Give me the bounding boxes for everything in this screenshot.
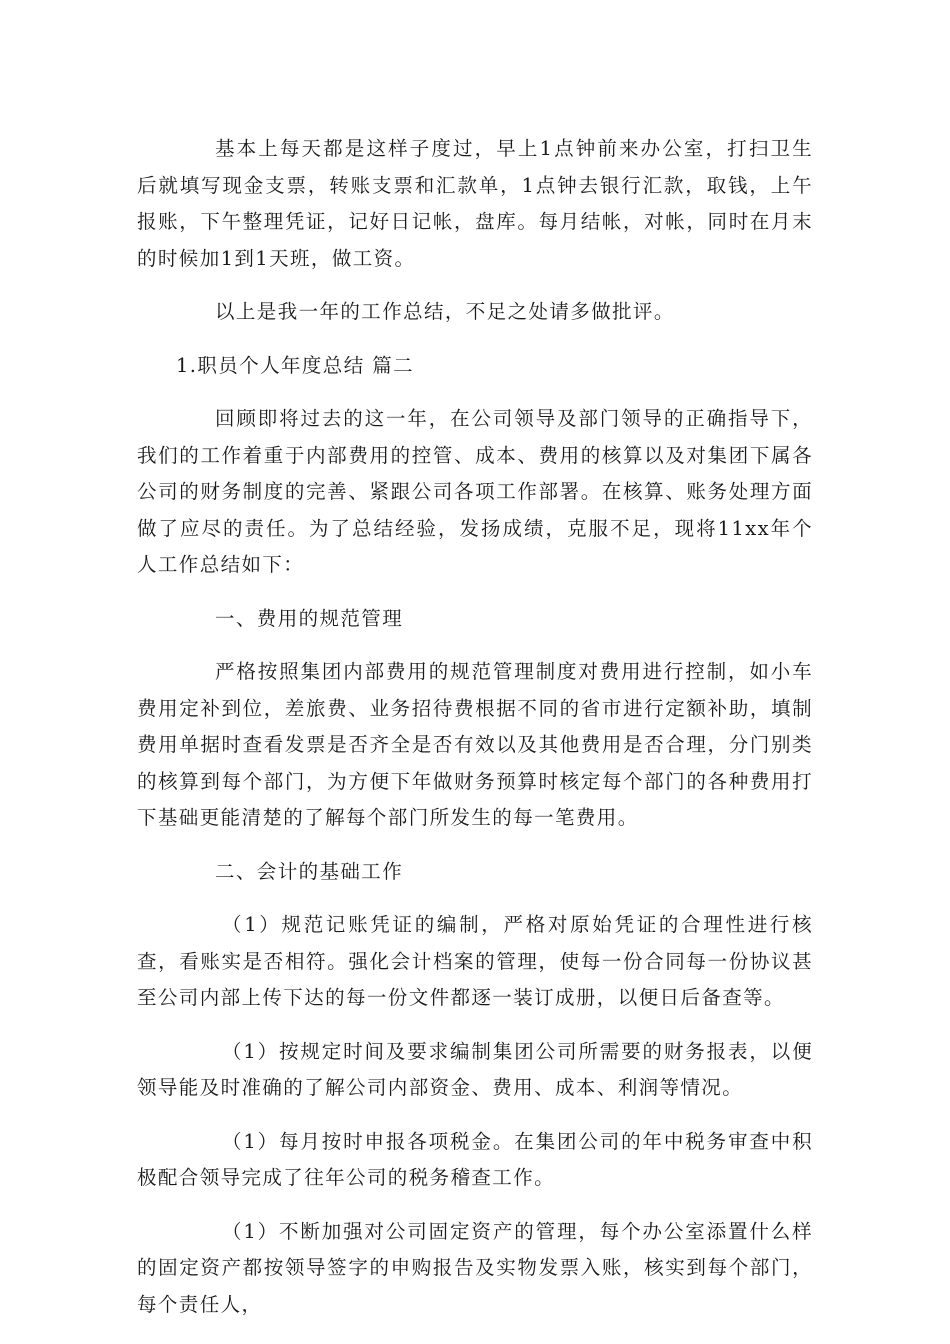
list-item-voucher-standards: （1）规范记账凭证的编制，严格对原始凭证的合理性进行核查，看账实是否相符。强化会计档案的管理，使每一份合同每一份协议甚至公司内部上传下达的每一份文件都逐一装订成册，以便日后备查等。 (137, 913, 813, 1009)
paragraph-review-intro: 回顾即将过去的这一年，在公司领导及部门领导的正确指导下，我们的工作着重于内部费用的控管、成本、费用的核算以及对集团下属各公司的财务制度的完善、紧跟公司各项工作部署。在核算、账务处理方面做了应尽的责任。为了总结经验，发扬成绩，克服不足，现将11xx年个人工作总结如下： (137, 407, 813, 576)
heading-expense-management: 一、费用的规范管理 (215, 606, 404, 630)
list-item-financial-reports: （1）按规定时间及要求编制集团公司所需要的财务报表，以便领导能及时准确的了解公司内部资金、费用、成本、利润等情况。 (137, 1039, 813, 1099)
paragraph-expense-control: 严格按照集团内部费用的规范管理制度对费用进行控制，如小车费用定补到位，差旅费、业务招待费根据不同的省市进行定额补助，填制费用单据时查看发票是否齐全是否有效以及其他费用是否合理，分门别类的核算到每个部门，为方便下年做财务预算时核定每个部门的各种费用打下基础更能清楚的了解每个部门所发生的每一笔费用。 (137, 660, 813, 829)
document-body (137, 131, 813, 1340)
heading-accounting-basics: 二、会计的基础工作 (215, 859, 404, 883)
list-item-fixed-assets: （1）不断加强对公司固定资产的管理，每个办公室添置什么样的固定资产都按领导签字的申购报告及实物发票入账，核实到每个部门，每个责任人， (137, 1219, 813, 1316)
section-title-part-two: 1.职员个人年度总结 篇二 (176, 353, 415, 377)
paragraph-daily-routine: 基本上每天都是这样子度过，早上1点钟前来办公室，打扫卫生后就填写现金支票，转账支票和汇款单，1点钟去银行汇款，取钱，上午报账，下午整理凭证，记好日记帐，盘库。每月结帐，对帐，同时在月末的时候加1到1天班，做工资。 (137, 137, 813, 270)
list-item-tax-filing: （1）每月按时申报各项税金。在集团公司的年中税务审查中积极配合领导完成了往年公司的税务稽查工作。 (137, 1129, 813, 1189)
paragraph-closing-remark: 以上是我一年的工作总结，不足之处请多做批评。 (215, 300, 675, 323)
